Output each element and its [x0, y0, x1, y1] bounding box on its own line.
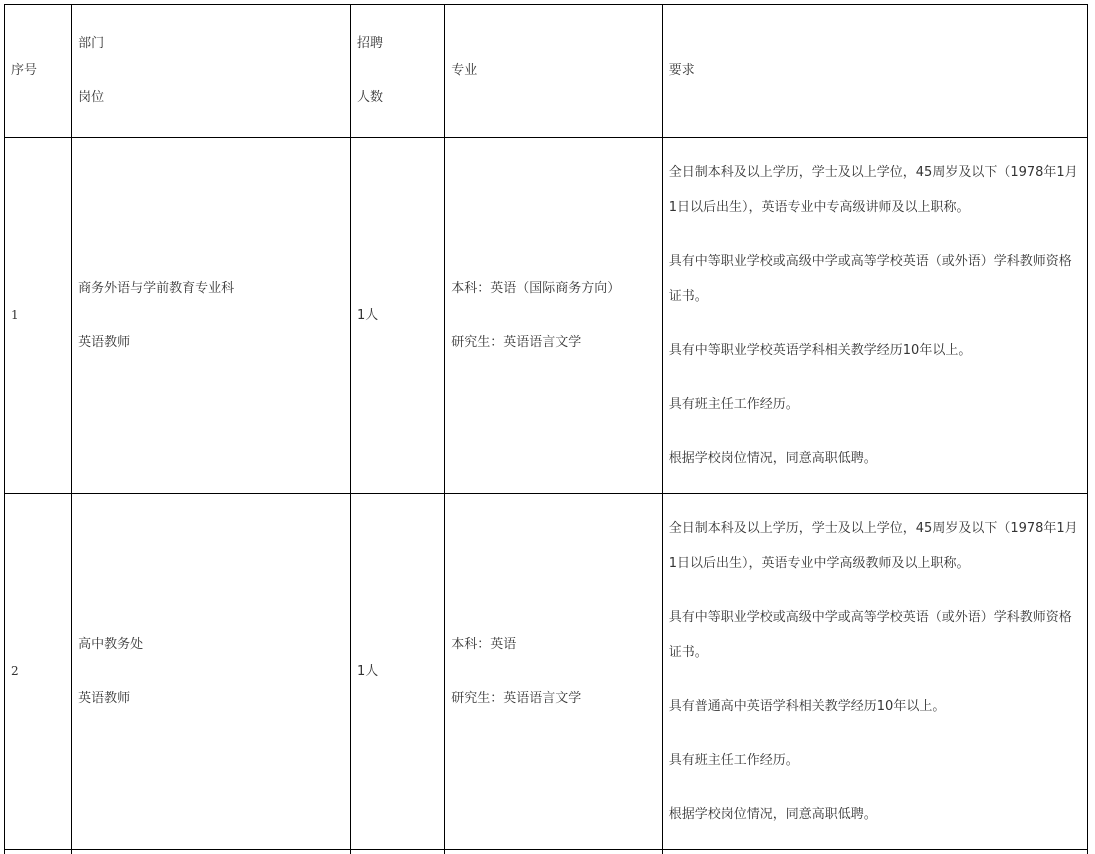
row-dept-post-cell [72, 138, 351, 494]
row-count: 1人 [356, 307, 379, 323]
header-post-label: 岗位 [78, 90, 105, 105]
recruitment-table [4, 4, 1088, 854]
header-requirements-label: 要求 [668, 63, 695, 78]
partial-cell [72, 850, 351, 854]
header-count-label-2: 人数 [356, 90, 383, 105]
row-major-cell [445, 138, 663, 494]
requirement-item: 具有中等职业学校英语学科相关教学经历10年以上。 [668, 343, 972, 358]
row-count: 1人 [356, 663, 379, 679]
requirement-item: 具有班主任工作经历。 [668, 397, 799, 412]
header-major-label: 专业 [451, 63, 478, 78]
requirement-item: 全日制本科及以上学历，学士及以上学位，45周岁及以下（1978年1月1日以后出生），英语专业中学高级教师及以上职称。 [668, 521, 1078, 571]
row-count-cell [350, 494, 444, 850]
partial-cell [662, 850, 1087, 854]
header-seq-label: 序号 [11, 63, 38, 78]
header-dept-post [72, 5, 351, 138]
row-major-undergrad: 本科：英语 [451, 636, 517, 652]
row-requirements-cell [662, 138, 1087, 494]
table-row [5, 138, 1088, 494]
row-post: 英语教师 [78, 334, 131, 350]
header-count [350, 5, 444, 138]
requirement-item: 具有普通高中英语学科相关教学经历10年以上。 [668, 699, 946, 714]
row-dept-post-cell [72, 494, 351, 850]
row-seq-cell [5, 494, 72, 850]
header-dept-label: 部门 [78, 36, 105, 51]
requirement-item: 根据学校岗位情况，同意高职低聘。 [668, 451, 877, 466]
header-requirements [662, 5, 1087, 138]
partial-cell [350, 850, 444, 854]
requirement-item: 具有中等职业学校或高级中学或高等学校英语（或外语）学科教师资格证书。 [668, 610, 1072, 660]
row-dept: 商务外语与学前教育专业科 [78, 280, 235, 296]
row-count-cell [350, 138, 444, 494]
partial-cell [5, 850, 72, 854]
requirement-item: 具有班主任工作经历。 [668, 753, 799, 768]
row-requirements-cell [662, 494, 1087, 850]
row-dept: 高中教务处 [78, 636, 144, 652]
header-major [445, 5, 663, 138]
row-seq: 2 [11, 664, 19, 678]
row-major-postgrad: 研究生：英语语言文学 [451, 334, 582, 350]
partial-cell [445, 850, 663, 854]
row-major-cell [445, 494, 663, 850]
row-major-postgrad: 研究生：英语语言文学 [451, 690, 582, 706]
row-seq-cell [5, 138, 72, 494]
requirement-item: 根据学校岗位情况，同意高职低聘。 [668, 807, 877, 822]
row-major-undergrad: 本科：英语（国际商务方向） [451, 280, 621, 296]
header-count-label-1: 招聘 [356, 36, 383, 51]
row-seq: 1 [11, 308, 19, 322]
table-row [5, 494, 1088, 850]
requirement-item: 具有中等职业学校或高级中学或高等学校英语（或外语）学科教师资格证书。 [668, 254, 1072, 304]
header-seq [5, 5, 72, 138]
requirement-item: 全日制本科及以上学历，学士及以上学位，45周岁及以下（1978年1月1日以后出生），英语专业中专高级讲师及以上职称。 [668, 165, 1078, 215]
header-row [5, 5, 1088, 138]
row-post: 英语教师 [78, 690, 131, 706]
table-row-partial [5, 850, 1088, 854]
